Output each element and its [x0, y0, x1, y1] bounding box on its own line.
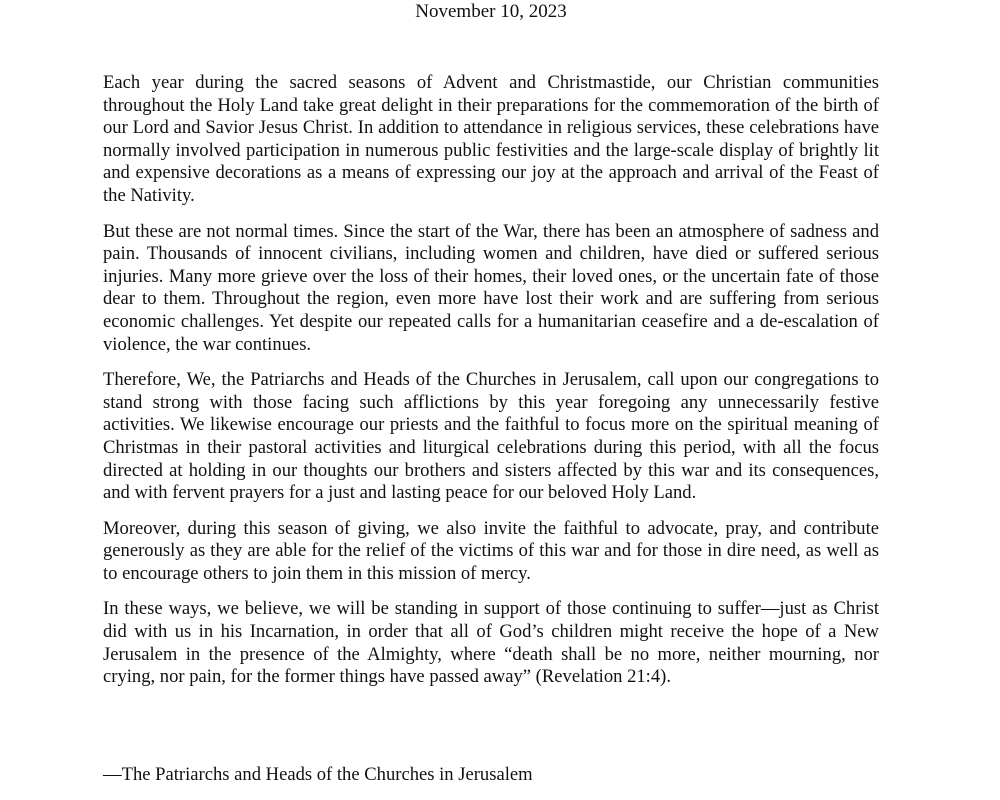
statement-body — [103, 72, 879, 702]
paragraph-call-upon-congregations: Therefore, We, the Patriarchs and Heads of the Churches in Jerusalem, call upon our congregations to stand strong with those facing such afflictions by this year foregoing any unnecessarily festive activities. We likewise encourage our priests and the faithful to focus more on the spiritual meaning of Christmas in their pastoral activities and liturgical celebrations during this period, with all the focus directed at holding in our thoughts our brothers and sisters affected by this war and its consequences, and with fervent prayers for a just and lasting peace for our beloved Holy Land. — [103, 369, 879, 504]
paragraph-standing-in-support: In these ways, we believe, we will be standing in support of those continuing to suffer—just as Christ did with us in his Incarnation, in order that all of God’s children might receive the hope of a New Jerusalem in the presence of the Almighty, where “death shall be no more, neither mourning, nor crying, nor pain, for the former things have passed away” (Revelation 21:4). — [103, 598, 879, 688]
paragraph-advent-preparations: Each year during the sacred seasons of Advent and Christmastide, our Christian communities throughout the Holy Land take great delight in their preparations for the commemoration of the birth of our Lord and Savior Jesus Christ. In addition to attendance in religious services, these celebrations have normally involved participation in numerous public festivities and the large-scale display of brightly lit and expensive decorations as a means of expressing our joy at the approach and arrival of the Feast of the Nativity. — [103, 72, 879, 206]
signature-line: —The Patriarchs and Heads of the Churches in Jerusalem — [103, 764, 533, 785]
paragraph-not-normal-times: But these are not normal times. Since the start of the War, there has been an atmosphere of sadness and pain. Thousands of innocent civilians, including women and children, have died or suffered serious injuries. Many more grieve over the loss of their homes, their loved ones, or the uncertain fate of those dear to them. Throughout the region, even more have lost their work and are suffering from serious economic challenges. Yet despite our repeated calls for a humanitarian ceasefire and a de-escalation of violence, the war continues. — [103, 220, 879, 355]
document-date: November 10, 2023 — [415, 1, 567, 22]
paragraph-season-of-giving: Moreover, during this season of giving, we also invite the faithful to advocate, pray, and contribute generously as they are able for the relief of the victims of this war and for those in dire need, as well as to encourage others to join them in this mission of mercy. — [103, 517, 879, 584]
